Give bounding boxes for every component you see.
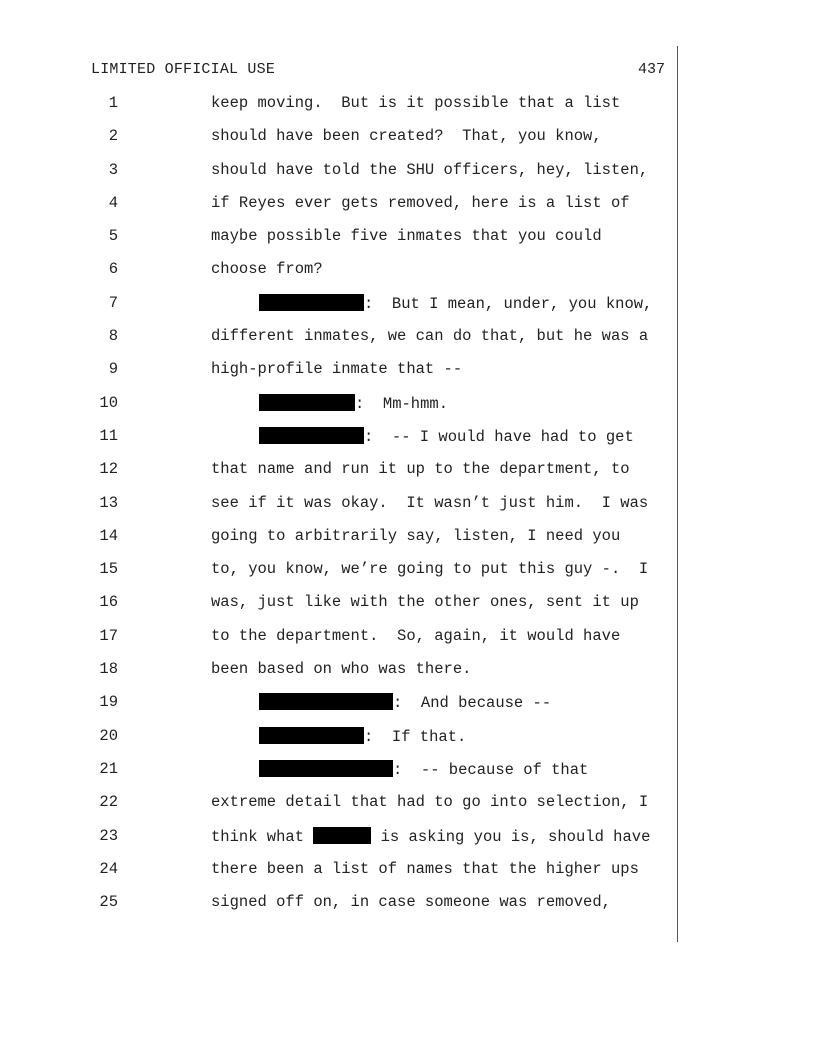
line-text	[211, 294, 652, 313]
redacted-speaker-name	[259, 727, 364, 744]
line-number: 15	[99, 560, 118, 579]
transcript-line	[0, 859, 816, 892]
redacted-speaker-name	[259, 427, 364, 444]
line-text-before: think what	[211, 827, 314, 846]
line-text	[211, 394, 448, 413]
line-number: 20	[99, 726, 118, 745]
transcript-line	[0, 559, 816, 592]
redacted-speaker-name	[259, 294, 364, 311]
line-number: 19	[99, 693, 118, 712]
line-text: should have told the SHU officers, hey, listen,	[211, 160, 649, 179]
transcript-line	[0, 592, 816, 625]
line-text-after: is asking you is, should have	[371, 827, 651, 846]
line-text: was, just like with the other ones, sent it up	[211, 593, 639, 612]
line-number: 9	[108, 360, 118, 379]
line-text	[211, 693, 551, 712]
transcript-line	[0, 126, 816, 159]
line-text	[211, 827, 650, 846]
transcript-line	[0, 160, 816, 193]
speaker-text: : But I mean, under, you know,	[364, 294, 653, 313]
line-text: there been a list of names that the higher ups	[211, 859, 639, 878]
line-number: 1	[108, 94, 118, 112]
page-number: 437	[638, 61, 666, 78]
line-text: if Reyes ever gets removed, here is a list of	[211, 193, 630, 212]
line-text: keep moving. But is it possible that a list	[211, 94, 621, 112]
transcript-line	[0, 426, 816, 459]
line-number: 3	[108, 160, 118, 179]
line-number: 4	[108, 193, 118, 212]
line-number: 23	[99, 826, 118, 845]
speaker-text: : And because --	[393, 694, 552, 713]
transcript-line	[0, 726, 816, 759]
transcript-line	[0, 826, 816, 859]
line-number: 14	[99, 526, 118, 545]
transcript-line	[0, 759, 816, 792]
transcript-line	[0, 792, 816, 825]
line-text: choose from?	[211, 260, 323, 279]
transcript-line	[0, 626, 816, 659]
redacted-speaker-name	[259, 760, 393, 777]
line-text: maybe possible five inmates that you could	[211, 227, 602, 246]
line-number: 17	[99, 626, 118, 645]
redacted-name	[313, 827, 371, 844]
transcript-line	[0, 393, 816, 426]
line-number: 5	[108, 227, 118, 246]
line-number: 18	[99, 660, 118, 679]
line-text: been based on who was there.	[211, 660, 472, 679]
speaker-text: : Mm-hmm.	[355, 394, 449, 413]
line-text: see if it was okay. It wasn’t just him. I was	[211, 493, 649, 512]
speaker-text: : -- I would have had to get	[364, 427, 634, 446]
line-text: high-profile inmate that --	[211, 360, 463, 379]
transcript-line	[0, 459, 816, 492]
line-text: extreme detail that had to go into selection, I	[211, 793, 649, 812]
transcript-line	[0, 293, 816, 326]
line-number: 2	[108, 127, 118, 146]
transcript-line	[0, 193, 816, 226]
transcript-line	[0, 493, 816, 526]
transcript-line	[0, 526, 816, 559]
line-text: should have been created? That, you know,	[211, 127, 602, 146]
line-text	[211, 427, 634, 446]
line-number: 24	[99, 859, 118, 878]
line-number: 12	[99, 460, 118, 479]
transcript-body	[0, 93, 816, 925]
classification-header: LIMITED OFFICIAL USE	[91, 61, 276, 78]
line-number: 11	[99, 426, 118, 445]
transcript-line	[0, 259, 816, 292]
transcript-line	[0, 93, 816, 126]
line-text: different inmates, we can do that, but he was a	[211, 327, 649, 346]
line-text: to, you know, we’re going to put this guy -. I	[211, 560, 649, 579]
speaker-text: : If that.	[364, 727, 467, 746]
line-number: 8	[108, 327, 118, 346]
speaker-text: : -- because of that	[393, 760, 589, 779]
line-text: that name and run it up to the department, to	[211, 460, 630, 479]
line-text	[211, 760, 588, 779]
transcript-line	[0, 692, 816, 725]
transcript-line	[0, 659, 816, 692]
line-number: 22	[99, 793, 118, 812]
line-number: 6	[108, 260, 118, 279]
line-text	[211, 727, 466, 746]
transcript-line	[0, 326, 816, 359]
line-text: to the department. So, again, it would have	[211, 626, 621, 645]
redacted-speaker-name	[259, 394, 355, 411]
transcript-line	[0, 892, 816, 925]
transcript-line	[0, 359, 816, 392]
redacted-speaker-name	[259, 693, 393, 710]
transcript-line	[0, 226, 816, 259]
line-text: signed off on, in case someone was removed,	[211, 893, 611, 912]
line-text: going to arbitrarily say, listen, I need you	[211, 526, 621, 545]
line-number: 16	[99, 593, 118, 612]
line-number: 21	[99, 759, 118, 778]
line-number: 25	[99, 893, 118, 912]
line-number: 10	[99, 393, 118, 412]
line-number: 7	[108, 293, 118, 312]
line-number: 13	[99, 493, 118, 512]
